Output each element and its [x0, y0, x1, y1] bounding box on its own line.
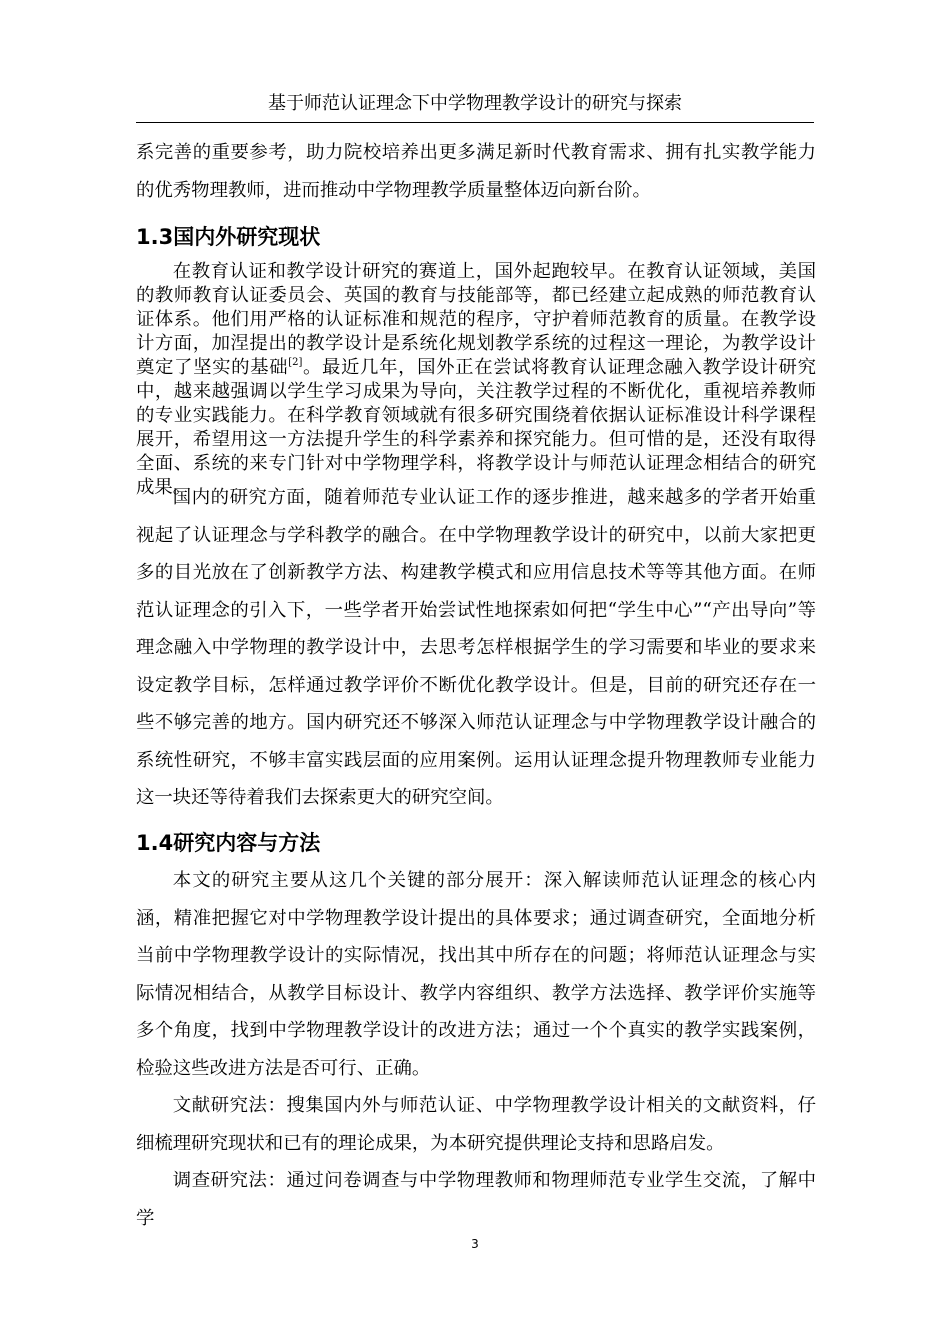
paragraph-text: 。最近几年，国外正在尝试将教育认证理念融入教学设计研究中，越来越强调以学生学习成果为导向，关注教学过程的不断优化，重视培养教师的专业实践能力。在科学教育领域就有很多研究围绕着依据认证标准设计科学课程展开，希望用这一方法提升学生的科学素养和探究能力。但可惜的是，还没有取得全面、系统的来专门针对中学物理学科，将教学设计与师范认证理念相结合的研究成果。 [136, 357, 816, 498]
section-1-4-paragraph-1-block [136, 862, 816, 1087]
section-1-3-paragraph-1-block [136, 260, 816, 500]
section-1-4-paragraph-3: 调查研究法：通过问卷调查与中学物理教师和物理师范专业学生交流，了解中学 [136, 1170, 816, 1229]
running-header: 基于师范认证理念下中学物理教学设计的研究与探索 [268, 93, 682, 114]
section-1-4-paragraph-3-block [136, 1162, 816, 1237]
section-1-4-paragraph-2: 文献研究法：搜集国内外与师范认证、中学物理教学设计相关的文献资料，仔细梳理研究现状和已有的理论成果，为本研究提供理论支持和思路启发。 [136, 1095, 816, 1154]
section-1-4-paragraph-2-block [136, 1087, 816, 1162]
section-1-3-paragraph-1 [136, 260, 816, 500]
section-1-4-paragraph-1: 本文的研究主要从这几个关键的部分展开：深入解读师范认证理念的核心内涵，精准把握它对中学物理教学设计提出的具体要求；通过调查研究，全面地分析当前中学物理教学设计的实际情况，找出其中所存在的问题；将师范认证理念与实际情况相结合，从教学目标设计、教学内容组织、教学方法选择、教学评价实施等多个角度，找到中学物理教学设计的改进方法；通过一个个真实的教学实践案例，检验这些改进方法是否可行、正确。 [136, 870, 816, 1079]
section-1-3-paragraph-2-block [136, 479, 816, 817]
section-1-3-heading-block [136, 222, 816, 252]
section-heading-1-4: 1.4研究内容与方法 [136, 831, 321, 855]
citation-reference: [2] [288, 357, 303, 368]
section-heading-1-3: 1.3国内外研究现状 [136, 225, 321, 249]
page-number: 3 [471, 1237, 479, 1251]
continuation-block [136, 134, 816, 209]
header-rule [136, 122, 814, 123]
paragraph-text: 在教育认证和教学设计研究的赛道上，国外起跑较早。在教育认证领域，美国的教师教育认证委员会、英国的教育与技能部等，都已经建立起成熟的师范教育认证体系。他们用严格的认证标准和规范的程序，守护着师范教育的质量。在教学设计方面，加涅提出的教学设计是系统化规划教学系统的过程这一理论，为教学设计奠定了坚实的基础 [136, 261, 816, 378]
continuation-paragraph: 系完善的重要参考，助力院校培养出更多满足新时代教育需求、拥有扎实教学能力的优秀物理教师，进而推动中学物理教学质量整体迈向新台阶。 [136, 142, 816, 201]
section-1-4-heading-block [136, 828, 816, 858]
section-1-3-paragraph-2: 国内的研究方面，随着师范专业认证工作的逐步推进，越来越多的学者开始重视起了认证理念与学科教学的融合。在中学物理教学设计的研究中，以前大家把更多的目光放在了创新教学方法、构建教学模式和应用信息技术等等其他方面。在师范认证理念的引入下，一些学者开始尝试性地探索如何把“学生中心”“产出导向”等理念融入中学物理的教学设计中，去思考怎样根据学生的学习需要和毕业的要求来设定教学目标，怎样通过教学评价不断优化教学设计。但是，目前的研究还存在一些不够完善的地方。国内研究还不够深入师范认证理念与中学物理教学设计融合的系统性研究，不够丰富实践层面的应用案例。运用认证理念提升物理教师专业能力这一块还等待着我们去探索更大的研究空间。 [136, 487, 816, 808]
